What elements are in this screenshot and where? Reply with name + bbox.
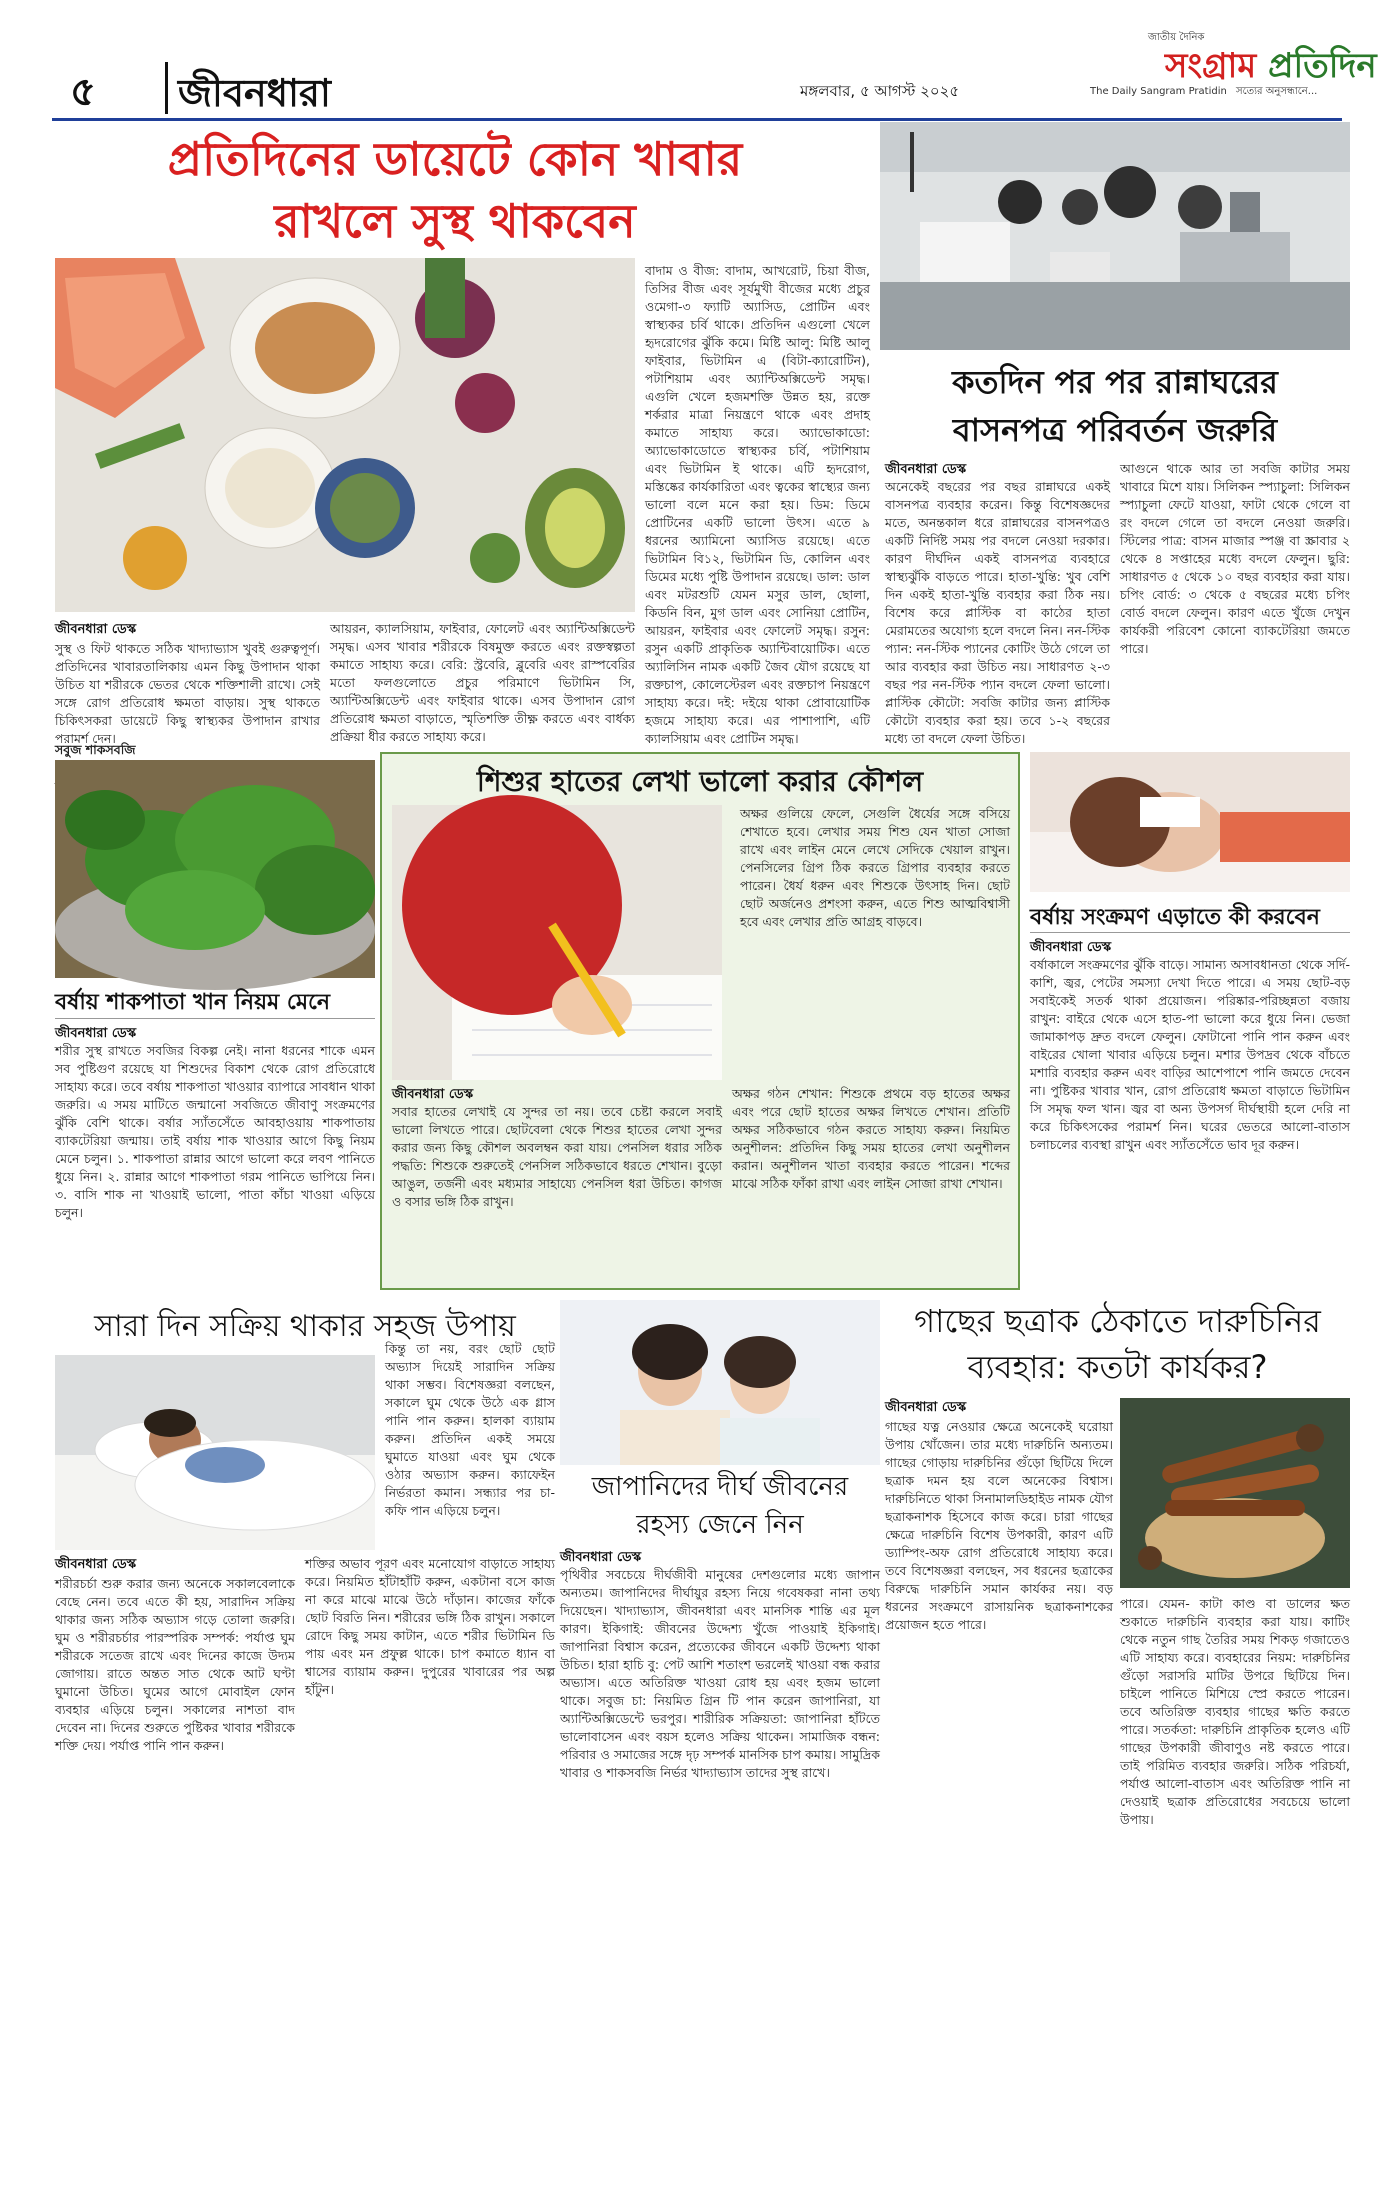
- article7-body: পৃথিবীর সবচেয়ে দীর্ঘজীবী মানুষের দেশগুলোর মধ্যে জাপান অন্যতম। জাপানিদের দীর্ঘায়ুর রহস্য নিয়ে গবেষকরা নানা তথ্য দিয়েছেন। খাদ্যাভ্যাস, জীবনধারা এবং মানসিক শান্তি এর মূল কারণ। ইকিগাই: জীবনের উদ্দেশ্য খুঁজে পাওয়াই ইকিগাই। জাপানিরা বিশ্বাস করেন, প্রত্যেকের জীবনে একটি উদ্দেশ্য থাকা উচিত। হারা হাচি বু: পেট আশি শতাংশ ভরলেই খাওয়া বন্ধ করার অভ্যাস। এতে অতিরিক্ত খাওয়া রোধ হয় এবং হজম ভালো থাকে। সবুজ চা: নিয়মিত গ্রিন টি পান করেন জাপানিরা, যা অ্যান্টিঅক্সিডেন্টে ভরপুর। শারীরিক সক্রিয়তা: জাপানিরা হাঁটতে ভালোবাসেন এবং বয়স হলেও সক্রিয় থাকেন। সামাজিক বন্ধন: পরিবার ও সমাজের সঙ্গে দৃঢ় সম্পর্ক মানসিক চাপ কমায়। সামুদ্রিক খাবার ও শাকসবজি নির্ভর খাদ্যাভ্যাস তাদের সুস্থ রাখে।: [560, 1567, 880, 1780]
- article8-column2: পারে। যেমন- কাটা কাণ্ড বা ডালের ক্ষত শুকাতে দারুচিনি ব্যবহার করা যায়। কাটিং থেকে নতুন গাছ তৈরির সময় শিকড় গজাতেও এটি সাহায্য করে। ব্যবহারের নিয়ম: দারুচিনির গুঁড়ো সরাসরি মাটির উপরে ছিটিয়ে দিন। চাইলে পানিতে মিশিয়ে স্প্রে করতে পারেন। তবে অতিরিক্ত ব্যবহার গাছের ক্ষতি করতে পারে। সতর্কতা: দারুচিনি প্রাকৃতিক হলেও এটি গাছের উপকারী জীবাণুও নষ্ট করতে পারে। তাই পরিমিত ব্যবহার জরুরি। সঠিক পরিচর্যা, পর্যাপ্ত আলো-বাতাস এবং অতিরিক্ত পানি না দেওয়াই ছত্রাক প্রতিরোধের সবচেয়ে ভালো উপায়।: [1120, 1596, 1350, 1827]
- japanese-women-photo: [560, 1300, 880, 1465]
- article5-byline: জীবনধারা ডেস্ক: [1030, 940, 1112, 955]
- logo-slogan: সত্যের অনুসন্ধানে...: [1236, 86, 1318, 97]
- article8-column1: গাছের যত্ন নেওয়ার ক্ষেত্রে অনেকেই ঘরোয়া উপায় খোঁজেন। তার মধ্যে দারুচিনি অন্যতম। গাছের গোড়ায় দারুচিনির গুঁড়ো ছিটিয়ে দিলে ছত্রাক দমন হয় বলে অনেকের বিশ্বাস। দারুচিনিতে থাকা সিনামালডিহাইড নামক যৌগ ছত্রাকনাশক হিসেবে কাজ করে। চারা গাছের ক্ষেত্রে দারুচিনি বিশেষ উপকারী, কারণ এটি ড্যাম্পিং-অফ রোগ প্রতিরোধে সাহায্য করে। তবে বিশেষজ্ঞরা বলছেন, সব ধরনের ছত্রাকের বিরুদ্ধে দারুচিনি সমান কার্যকর নয়। বড় ধরনের সংক্রমণে রাসায়নিক ছত্রাকনাশকের প্রয়োজন হতে পারে।: [885, 1419, 1113, 1632]
- sick-woman-photo: [1030, 752, 1350, 892]
- article8-headline-line2: ব্যবহার: কতটা কার্যকর?: [967, 1348, 1268, 1386]
- article8-headline: [885, 1298, 1350, 1390]
- article8-headline-line1: গাছের ছত্রাক ঠেকাতে দারুচিনির: [914, 1302, 1321, 1340]
- article6-column1: শরীরচর্চা শুরু করার জন্য অনেকে সকালবেলাকে বেছে নেন। তবে এতে কী হয়, সারাদিন সক্রিয় থাকার জন্য সঠিক অভ্যাস গড়ে তোলা জরুরি। ঘুম ও শরীরচর্চার পারস্পরিক সম্পর্ক: পর্যাপ্ত ঘুম শরীরকে সতেজ রাখে এবং দিনের কাজে উদ্যম জোগায়। রাতে অন্তত সাত থেকে আট ঘণ্টা ঘুমানো উচিত। ঘুমের আগে মোবাইল ফোন ব্যবহার এড়িয়ে চলুন। সকালের নাশতা বাদ দেবেন না। দিনের শুরুতে পুষ্টিকর খাবার শরীরকে শক্তি দেয়। পর্যাপ্ত পানি পান করুন।: [55, 1576, 295, 1753]
- article4-headline: বর্ষায় শাকপাতা খান নিয়ম মেনে: [55, 990, 331, 1015]
- logo-name-2: প্রতিদিন: [1268, 46, 1377, 86]
- sleeping-man-photo: [55, 1355, 375, 1550]
- spinach-photo: [55, 760, 375, 978]
- logo-english: The Daily Sangram Pratidin: [1090, 86, 1227, 97]
- kitchen-photo: [880, 122, 1350, 350]
- logo-name-1: সংগ্রাম: [1165, 46, 1257, 86]
- article2-byline: জীবনধারা ডেস্ক: [885, 462, 967, 477]
- article6-column3: কিন্তু তা নয়, বরং ছোট ছোট অভ্যাস দিয়েই সারাদিন সক্রিয় থাকা সম্ভব। বিশেষজ্ঞরা বলছেন, সকালে ঘুম থেকে উঠে এক গ্লাস পানি পান করুন। হালকা ব্যায়াম করুন। প্রতিদিন একই সময়ে ঘুমাতে যাওয়া এবং ঘুম থেকে ওঠার অভ্যাস করুন। ক্যাফেইন নির্ভরতা কমান। সন্ধ্যার পর চা-কফি পান এড়িয়ে চলুন।: [385, 1341, 555, 1518]
- article1-headline: [60, 128, 850, 252]
- article8-byline: জীবনধারা ডেস্ক: [885, 1400, 967, 1415]
- article3-column1: সবার হাতের লেখাই যে সুন্দর তা নয়। তবে চেষ্টা করলে সবাই ভালো লিখতে পারে। ছোটবেলা থেকে শিশুর হাতের লেখা সুন্দর করার জন্য কিছু কৌশল অবলম্বন করা যায়। পেনসিল ধরার সঠিক পদ্ধতি: শিশুকে শুরুতেই পেনসিল সঠিকভাবে ধরতে শেখান। বুড়ো আঙুল, তর্জনী এবং মধ্যমার সাহায্যে পেনসিল ধরা উচিত। কাগজ ও বসার ভঙ্গি ঠিক রাখুন।: [392, 1104, 722, 1209]
- article6-headline: সারা দিন সক্রিয় থাকার সহজ উপায়: [94, 1309, 516, 1344]
- food-photo: [55, 258, 635, 612]
- article4-body: শরীর সুস্থ রাখতে সবজির বিকল্প নেই। নানা ধরনের শাকে এমন সব পুষ্টিগুণ রয়েছে যা শিশুদের বিকাশ থেকে রোগ প্রতিরোধে সাহায্য করে। তবে বর্ষায় শাকপাতা খাওয়ার ব্যাপারে সাবধান থাকা জরুরি। এ সময় মাটিতে জন্মানো সবজিতে জীবাণু সংক্রমণের ঝুঁকি বেশি থাকে। বর্ষার স্যাঁতসেঁতে আবহাওয়ায় শাকপাতায় ব্যাকটেরিয়া জন্মায়। তাই বর্ষায় শাক খাওয়ার আগে কিছু নিয়ম মেনে চলুন। ১. শাকপাতা রান্নার আগে ভালো করে লবণ পানিতে ধুয়ে নিন। ২. রান্নার আগে শাকপাতা গরম পানিতে ভাপিয়ে নিন। ৩. বাসি শাক না খাওয়াই ভালো, পাতা কাঁচা খাওয়া এড়িয়ে চলুন।: [55, 1043, 375, 1220]
- article7-headline-line1: জাপানিদের দীর্ঘ জীবনের: [591, 1472, 849, 1502]
- article4-byline: জীবনধারা ডেস্ক: [55, 1026, 137, 1041]
- section-title: জীবনধারা: [178, 71, 331, 115]
- article5-body: বর্ষাকালে সংক্রমণের ঝুঁকি বাড়ে। সামান্য অসাবধানতা থেকে সর্দি-কাশি, জ্বর, পেটের সমস্যা দেখা দিতে পারে। এ সময় ছোট-বড় সবাইকেই সতর্ক থাকা প্রয়োজন। পরিষ্কার-পরিচ্ছন্নতা বজায় রাখুন: বাইরে থেকে এসে হাত-পা ভালো করে ধুয়ে নিন। ভেজা জামাকাপড় দ্রুত বদলে ফেলুন। ফোটানো পানি পান করুন এবং বাইরের খোলা খাবার এড়িয়ে চলুন। মশার উপদ্রব থেকে বাঁচতে মশারি ব্যবহার করুন এবং বাড়ির আশেপাশে পানি জমতে দেবেন না। পুষ্টিকর খাবার খান, রোগ প্রতিরোধ ক্ষমতা বাড়াতে ভিটামিন সি সমৃদ্ধ ফল খান। জ্বর বা অন্য উপসর্গ দীর্ঘস্থায়ী হলে দেরি না করে চিকিৎসকের পরামর্শ নিন। ঘরের ভেতরে আলো-বাতাস চলাচলের ব্যবস্থা রাখুন এবং স্যাঁতসেঁতে ভাব দূর করুন।: [1030, 957, 1350, 1152]
- article3-headline: শিশুর হাতের লেখা ভালো করার কৌশল: [476, 765, 924, 798]
- article6-column2: শক্তির অভাব পূরণ এবং মনোযোগ বাড়াতে সাহায্য করে। নিয়মিত হাঁটাহাঁটি করুন, একটানা বসে কাজ না করে মাঝে মাঝে উঠে দাঁড়ান। কাজের ফাঁকে ছোট বিরতি নিন। শরীরের ভঙ্গি ঠিক রাখুন। সকালে রোদে কিছু সময় কাটান, এতে শরীর ভিটামিন ডি পায় এবং মন প্রফুল্ল থাকে। চাপ কমাতে ধ্যান বা শ্বাসের ব্যায়াম করুন। দুপুরের খাবারের পর অল্প হাঁটুন।: [305, 1556, 555, 1697]
- logo-tagline: জাতীয় দৈনিক: [1148, 32, 1205, 43]
- article3-column2: অক্ষর গঠন শেখান: শিশুকে প্রথমে বড় হাতের অক্ষর এবং পরে ছোট হাতের অক্ষর লিখতে শেখান। প্রতিটি অক্ষর সঠিকভাবে গঠন করতে সাহায্য করুন। নিয়মিত অনুশীলন: প্রতিদিন কিছু সময় হাতের লেখা অনুশীলন করান। অনুশীলন খাতা ব্যবহার করতে পারেন। শব্দের মাঝে সঠিক ফাঁকা রাখা এবং লাইন সোজা রাখা শেখান।: [732, 1086, 1010, 1191]
- article7-byline: জীবনধারা ডেস্ক: [560, 1550, 642, 1565]
- article2-headline-line2: বাসনপত্র পরিবর্তন জরুরি: [952, 411, 1278, 449]
- masthead-divider: [165, 62, 168, 114]
- article3-byline: জীবনধারা ডেস্ক: [392, 1087, 474, 1102]
- article2-headline: [880, 358, 1350, 454]
- article1-column2: আয়রন, ক্যালসিয়াম, ফাইবার, ফোলেট এবং অ্যান্টিঅক্সিডেন্ট সমৃদ্ধ। এসব খাবার শরীরকে বিষমুক্ত করতে এবং রক্তস্বল্পতা কমাতে সাহায্য করে। বেরি: স্ট্রবেরি, ব্লুবেরি এবং রাস্পবেরির মতো ফলগুলোতে প্রচুর পরিমাণে ভিটামিন সি, অ্যান্টিঅক্সিডেন্ট এবং ফাইবার থাকে। এসব উপাদান রোগ প্রতিরোধ ক্ষমতা বাড়াতে, স্মৃতিশক্তি তীক্ষ্ণ করতে এবং বার্ধক্য প্রক্রিয়া ধীর করতে সাহায্য করে।: [330, 621, 635, 744]
- article1-headline-line2: রাখলে সুস্থ থাকবেন: [274, 194, 636, 248]
- article5-rule: [1030, 932, 1350, 933]
- article7-headline-line2: রহস্য জেনে নিন: [636, 1510, 804, 1540]
- masthead-rule: [52, 118, 1342, 121]
- article2-column1: অনেকেই বছরের পর বছর রান্নাঘরে একই বাসনপত্র ব্যবহার করেন। কিন্তু বিশেষজ্ঞদের মতে, অনন্তকাল ধরে রান্নাঘরের বাসনপত্রও একটি নির্দিষ্ট সময় পর বদলে নেওয়া দরকার। কারণ দীর্ঘদিন একই বাসনপত্র ব্যবহারে স্বাস্থ্যঝুঁকি বাড়তে পারে। হাতা-খুন্তি: খুব বেশি দিন একই হাতা-খুন্তি ব্যবহার করা ঠিক নয়। বিশেষ করে প্লাস্টিক বা কাঠের হাতা মেরামতের অযোগ্য হলে বদলে নিন। নন-স্টিক প্যান: নন-স্টিক প্যানের কোটিং উঠে গেলে তা আর ব্যবহার করা উচিত নয়। সাধারণত ২-৩ বছর পর নন-স্টিক প্যান বদলে ফেলা ভালো। প্লাস্টিক কৌটো: সবজি কাটার জন্য প্লাস্টিক কৌটো ব্যবহার করা হয়। তবে ১-২ বছরের মধ্যে তা বদলে ফেলা উচিত।: [885, 479, 1110, 746]
- article2-column2: আগুনে থাকে আর তা সবজি কাটার সময় খাবারে মিশে যায়। সিলিকন স্প্যাচুলা: সিলিকন স্প্যাচুলা ফেটে যাওয়া, ফাটা থেকে গেলে বা রং বদলে গেলে তা বদলে নেওয়া জরুরি। স্টিলের পাত্র: বাসন মাজার স্পঞ্জ বা স্ক্রাবার ২ থেকে ৪ সপ্তাহের মধ্যে বদলে ফেলুন। ছুরি: সাধারণত ৫ থেকে ১০ বছর ব্যবহার করা যায়। চপিং বোর্ড: ৩ থেকে ৫ বছরের মধ্যে চপিং বোর্ড বদলে ফেলুন। কারণ এতে খুঁজে দেখুন কার্যকরী পরিবেশ কোনো ব্যাকটেরিয়া জমতে পারে।: [1120, 461, 1350, 656]
- article1-column3: বাদাম ও বীজ: বাদাম, আখরোট, চিয়া বীজ, তিসির বীজ এবং সূর্যমুখী বীজের মধ্যে প্রচুর ওমেগা-৩ ফ্যাটি অ্যাসিড, প্রোটিন এবং স্বাস্থ্যকর চর্বি থাকে। প্রতিদিন এগুলো খেলে হৃদরোগের ঝুঁকি কমে। মিষ্টি আলু: মিষ্টি আলু ফাইবার, ভিটামিন এ (বিটা-ক্যারোটিন), পটাশিয়াম এবং অ্যান্টিঅক্সিডেন্ট সমৃদ্ধ। এগুলি খেলে হজমশক্তি উন্নত হয়, রক্তে শর্করার মাত্রা নিয়ন্ত্রণে থাকে এবং প্রদাহ কমাতে সাহায্য করে। অ্যাভোকাডো: অ্যাভোকাডোতে স্বাস্থ্যকর চর্বি, পটাশিয়াম এবং ভিটামিন ই থাকে। এটি হৃদরোগ, মস্তিষ্কের কার্যকারিতা এবং ত্বকের স্বাস্থ্যের জন্য ভালো বলে মনে করা হয়। ডিম: ডিমে প্রোটিনের একটি ভালো উৎস। এতে ৯ ধরনের অ্যামিনো অ্যাসিড রয়েছে। এতে ভিটামিন বি১২, ভিটামিন ডি, কোলিন এবং ডিমের মধ্যে পুষ্টি উপাদান রয়েছে। ডাল: ডাল এবং মটরশুটি যেমন মসুর ডাল, ছোলা, কিডনি বিন, মুগ ডাল এবং সোনিয়া প্রোটিন, আয়রন, ফাইবার এবং ফোলেট সমৃদ্ধ। রসুন: রসুন একটি প্রাকৃতিক অ্যান্টিবায়োটিক। এতে অ্যালিসিন নামক একটি জৈব যৌগ রয়েছে যা রক্তচাপ, কোলেস্টেরল এবং রক্তচাপ নিয়ন্ত্রণে সাহায্য করে। দই: দইয়ে থাকা প্রোবায়োটিক হজমে সাহায্য করে। এর পাশাপাশি, এটি ক্যালসিয়াম এবং প্রোটিন সমৃদ্ধ।: [645, 263, 870, 746]
- handwriting-photo: [392, 805, 722, 1080]
- article1-subhead-vegetables: সবুজ শাকসবজি: [55, 742, 136, 757]
- article7-headline: [560, 1468, 880, 1544]
- logo-subline: [1090, 84, 1317, 101]
- cinnamon-photo: [1120, 1398, 1350, 1588]
- article6-byline: জীবনধারা ডেস্ক: [55, 1557, 137, 1572]
- article2-headline-line1: কতদিন পর পর রান্নাঘরের: [952, 363, 1278, 401]
- article1-byline: জীবনধারা ডেস্ক: [55, 622, 137, 637]
- article5-headline: বর্ষায় সংক্রমণ এড়াতে কী করবেন: [1030, 905, 1320, 930]
- issue-date: মঙ্গলবার, ৫ আগস্ট ২০২৫: [800, 82, 960, 100]
- article1-intro: সুস্থ ও ফিট থাকতে সঠিক খাদ্যাভ্যাস খুবই গুরুত্বপূর্ণ। প্রতিদিনের খাবারতালিকায় এমন কিছু উপাদান থাকা উচিত যা শরীরকে ভেতর থেকে শক্তিশালী রাখে। সেই সঙ্গে রোগ প্রতিরোধ ক্ষমতা বাড়ায়। সুস্থ থাকতে চিকিৎসকরা ডায়েটে কিছু স্বাস্থ্যকর উপাদান রাখার পরামর্শ দেন।: [55, 641, 320, 746]
- page-number: ৫: [70, 69, 96, 115]
- article4-rule: [55, 1018, 375, 1019]
- article1-headline-line1: প্রতিদিনের ডায়েটে কোন খাবার: [167, 132, 743, 186]
- article3-column3: অক্ষর গুলিয়ে ফেলে, সেগুলি ধৈর্যের সঙ্গে বসিয়ে শেখাতে হবে। লেখার সময় শিশু যেন খাতা সোজা রাখে এবং লাইন মেনে লেখে সেদিকে খেয়াল রাখুন। পেনসিলের গ্রিপ ঠিক করতে গ্রিপার ব্যবহার করতে পারেন। ধৈর্য ধরুন এবং শিশুকে উৎসাহ দিন। ছোট ছোট অর্জনেও প্রশংসা করুন, এতে শিশু আত্মবিশ্বাসী হবে এবং লেখার প্রতি আগ্রহ বাড়বে।: [740, 806, 1010, 929]
